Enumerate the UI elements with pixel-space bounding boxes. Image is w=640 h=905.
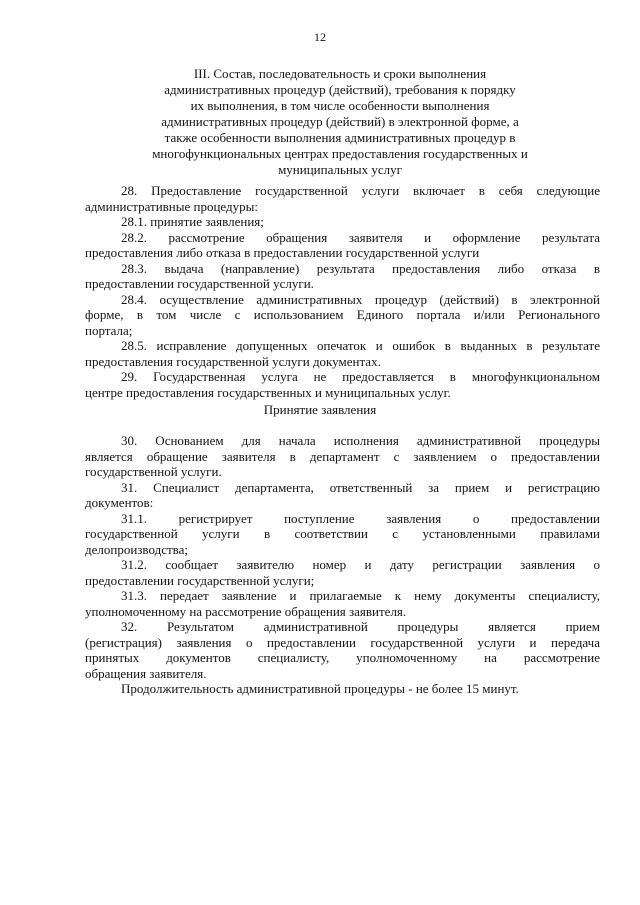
paragraph-31 [85,480,600,511]
paragraph-line: портала; [85,322,133,338]
paragraph-28-4 [85,292,600,339]
paragraph-line: 31.3. передает заявление и прилагаемые к нему документы специалисту, [121,588,600,603]
paragraph-31-3 [85,588,600,619]
page-number: 12 [314,30,326,44]
paragraph-line: предоставлении государственной услуги; [85,572,315,588]
paragraph-line: является обращение заявителя в департамент с заявлением о предоставлении [85,448,600,464]
section-heading-line: административных процедур (действий), требования к порядку [164,82,516,97]
section-heading-line: также особенности выполнения административных процедур в [164,130,516,145]
paragraph-32 [85,619,600,681]
paragraph-line: предоставления либо отказа в предоставлении государственной услуги [85,245,480,260]
paragraph-31-1 [85,511,600,558]
paragraph-28 [85,183,600,214]
paragraph-line: обращения заявителя. [85,665,207,681]
paragraph-28-3 [85,261,600,292]
section-heading-line: многофункциональных центрах предоставления государственных и [152,146,528,161]
paragraph-line: государственной услуги в соответствии с установленными правилами [85,526,600,541]
paragraph-line: 28.1. принятие заявления; [121,214,264,229]
section-heading [100,66,580,178]
section-heading-line: муниципальных услуг [278,162,402,177]
section-heading-line: III. Состав, последовательность и сроки выполнения [193,66,487,81]
paragraph-line: 28. Предоставление государственной услуги включает в себя следующие [121,183,600,198]
paragraph-28-1 [85,214,600,230]
paragraph-line: 31.2. сообщает заявителю номер и дату регистрации заявления о [121,557,600,572]
paragraph-line: 31.1. регистрирует поступление заявления о предоставлении [121,510,600,526]
paragraph-line: Продолжительность административной процедуры - не более 15 минут. [121,681,519,696]
paragraph-28-5 [85,338,600,369]
paragraph-line: принятых документов специалисту, уполномоченному на рассмотрение [85,650,600,665]
paragraph-30 [85,433,600,480]
paragraph-line: 30. Основанием для начала исполнения административной процедуры [121,433,600,448]
paragraph-line: уполномоченному на рассмотрение обращения заявителя. [85,603,407,619]
paragraph-line: 28.4. осуществление административных процедур (действий) в электронной [121,291,600,307]
paragraph-line: 32. Результатом административной процедуры является прием [121,619,600,634]
paragraph-line: 31. Специалист департамента, ответственный за прием и регистрацию [121,479,600,495]
subsection-heading: Принятие заявления [263,402,377,417]
paragraph-line: (регистрация) заявления о предоставлении государственной услуги и передача [85,634,600,650]
paragraph-line: 28.3. выдача (направление) результата предоставления либо отказа в [121,260,600,276]
paragraph-line: предоставлении государственной услуги. [85,276,314,291]
paragraph-line: административные процедуры: [85,198,258,214]
paragraph-line: 29. Государственная услуга не предоставляется в многофункциональном [121,369,600,384]
paragraph-31-2 [85,557,600,588]
paragraph-line: 28.5. исправление допущенных опечаток и ошибок в выданных в результате [121,338,600,353]
paragraph-line: 28.2. рассмотрение обращения заявителя и оформление результата [121,229,600,245]
paragraph-line: форме, в том числе с использованием Единого портала и/или Регионального [85,307,600,322]
paragraph-line: документов: [85,495,154,510]
paragraph-line: предоставления государственной услуги документах. [85,353,381,369]
paragraph-29 [85,369,600,400]
paragraph-duration [85,681,600,697]
paragraph-28-2 [85,230,600,261]
section-heading-line: административных процедур (действий) в электронной форме, а [161,114,519,129]
paragraph-line: центре предоставления государственных и муниципальных услуг. [85,384,451,400]
section-heading-line: их выполнения, в том числе особенности выполнения [190,98,490,113]
paragraph-line: государственной услуги. [85,464,222,479]
paragraph-line: делопроизводства; [85,541,189,557]
